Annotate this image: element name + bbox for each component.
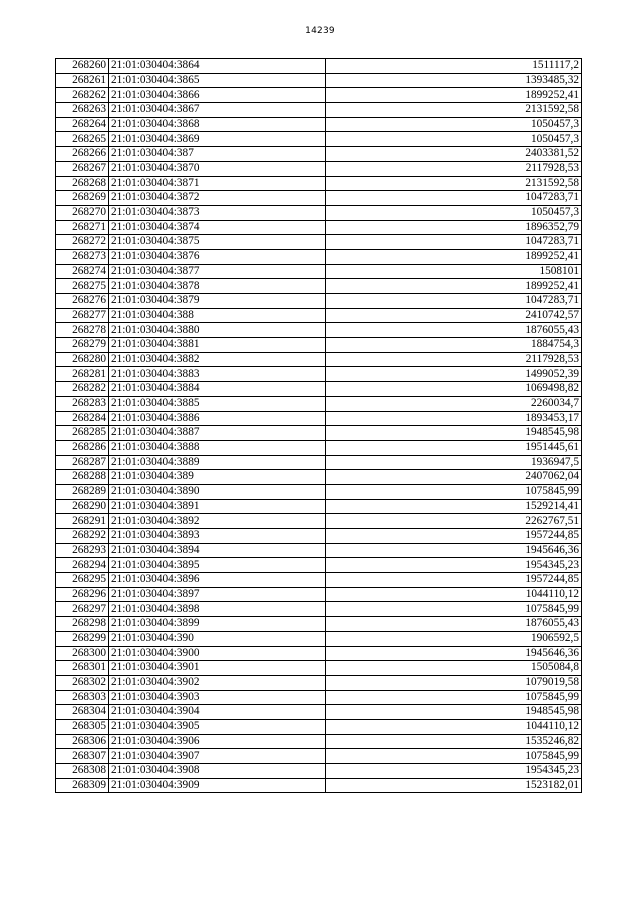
cadastral-number-cell: 21:01:030404:3903 xyxy=(109,690,326,705)
value-cell: 1948545,98 xyxy=(326,705,582,720)
cadastral-number-cell: 21:01:030404:3909 xyxy=(109,778,326,793)
table-row xyxy=(56,176,582,191)
value-cell: 1069498,82 xyxy=(326,382,582,397)
value-cell: 2262767,51 xyxy=(326,514,582,529)
table-row xyxy=(56,294,582,309)
table-row xyxy=(56,661,582,676)
table-row xyxy=(56,558,582,573)
table-row xyxy=(56,396,582,411)
cadastral-number-cell: 21:01:030404:3866 xyxy=(109,88,326,103)
table-row xyxy=(56,514,582,529)
row-number-cell: 268270 xyxy=(56,205,109,220)
cadastral-number-cell: 21:01:030404:3888 xyxy=(109,440,326,455)
value-cell: 1075845,99 xyxy=(326,602,582,617)
cadastral-number-cell: 21:01:030404:3877 xyxy=(109,264,326,279)
cadastral-number-cell: 21:01:030404:3896 xyxy=(109,573,326,588)
row-number-cell: 268308 xyxy=(56,764,109,779)
row-number-cell: 268289 xyxy=(56,484,109,499)
cadastral-number-cell: 21:01:030404:3865 xyxy=(109,73,326,88)
cadastral-number-cell: 21:01:030404:3889 xyxy=(109,455,326,470)
value-cell: 2117928,53 xyxy=(326,161,582,176)
row-number-cell: 268271 xyxy=(56,220,109,235)
row-number-cell: 268278 xyxy=(56,323,109,338)
row-number-cell: 268309 xyxy=(56,778,109,793)
row-number-cell: 268267 xyxy=(56,161,109,176)
table-row xyxy=(56,573,582,588)
row-number-cell: 268261 xyxy=(56,73,109,88)
table-row xyxy=(56,690,582,705)
table-row xyxy=(56,529,582,544)
table-row xyxy=(56,338,582,353)
table-row xyxy=(56,778,582,793)
table-row xyxy=(56,132,582,147)
table-row xyxy=(56,426,582,441)
table-row xyxy=(56,455,582,470)
cadastral-number-cell: 21:01:030404:3892 xyxy=(109,514,326,529)
table-row xyxy=(56,440,582,455)
row-number-cell: 268293 xyxy=(56,543,109,558)
table-row xyxy=(56,161,582,176)
cadastral-number-cell: 21:01:030404:3871 xyxy=(109,176,326,191)
row-number-cell: 268301 xyxy=(56,661,109,676)
value-cell: 1899252,41 xyxy=(326,249,582,264)
row-number-cell: 268281 xyxy=(56,367,109,382)
row-number-cell: 268296 xyxy=(56,587,109,602)
value-cell: 1945646,36 xyxy=(326,543,582,558)
cadastral-number-cell: 21:01:030404:3901 xyxy=(109,661,326,676)
value-cell: 1896352,79 xyxy=(326,220,582,235)
table-row xyxy=(56,147,582,162)
cadastral-number-cell: 21:01:030404:3879 xyxy=(109,294,326,309)
value-cell: 2117928,53 xyxy=(326,352,582,367)
cadastral-number-cell: 21:01:030404:3890 xyxy=(109,484,326,499)
table-row xyxy=(56,411,582,426)
cadastral-number-cell: 21:01:030404:3898 xyxy=(109,602,326,617)
row-number-cell: 268297 xyxy=(56,602,109,617)
cadastral-number-cell: 21:01:030404:3880 xyxy=(109,323,326,338)
row-number-cell: 268273 xyxy=(56,249,109,264)
cadastral-number-cell: 21:01:030404:3908 xyxy=(109,764,326,779)
value-cell: 2403381,52 xyxy=(326,147,582,162)
value-cell: 1505084,8 xyxy=(326,661,582,676)
table-row xyxy=(56,705,582,720)
row-number-cell: 268265 xyxy=(56,132,109,147)
row-number-cell: 268262 xyxy=(56,88,109,103)
value-cell: 1954345,23 xyxy=(326,764,582,779)
cadastral-number-cell: 21:01:030404:390 xyxy=(109,631,326,646)
value-cell: 1948545,98 xyxy=(326,426,582,441)
row-number-cell: 268294 xyxy=(56,558,109,573)
row-number-cell: 268299 xyxy=(56,631,109,646)
value-cell: 1075845,99 xyxy=(326,484,582,499)
table-row xyxy=(56,264,582,279)
cadastral-number-cell: 21:01:030404:3876 xyxy=(109,249,326,264)
row-number-cell: 268274 xyxy=(56,264,109,279)
table-row xyxy=(56,543,582,558)
value-cell: 1529214,41 xyxy=(326,499,582,514)
table-row xyxy=(56,764,582,779)
value-cell: 2410742,57 xyxy=(326,308,582,323)
cadastral-number-cell: 21:01:030404:3872 xyxy=(109,191,326,206)
table-body xyxy=(56,59,582,793)
cadastral-number-cell: 21:01:030404:3885 xyxy=(109,396,326,411)
row-number-cell: 268276 xyxy=(56,294,109,309)
cadastral-number-cell: 21:01:030404:3904 xyxy=(109,705,326,720)
value-cell: 1523182,01 xyxy=(326,778,582,793)
cadastral-number-cell: 21:01:030404:3882 xyxy=(109,352,326,367)
cadastral-number-cell: 21:01:030404:3881 xyxy=(109,338,326,353)
value-cell: 1957244,85 xyxy=(326,573,582,588)
cadastral-number-cell: 21:01:030404:3894 xyxy=(109,543,326,558)
value-cell: 1954345,23 xyxy=(326,558,582,573)
cadastral-number-cell: 21:01:030404:3893 xyxy=(109,529,326,544)
row-number-cell: 268280 xyxy=(56,352,109,367)
value-cell: 1079019,58 xyxy=(326,675,582,690)
row-number-cell: 268304 xyxy=(56,705,109,720)
cadastral-number-cell: 21:01:030404:3873 xyxy=(109,205,326,220)
cadastral-number-cell: 21:01:030404:3864 xyxy=(109,59,326,74)
table-row xyxy=(56,220,582,235)
cadastral-number-cell: 21:01:030404:3887 xyxy=(109,426,326,441)
cadastral-number-cell: 21:01:030404:387 xyxy=(109,147,326,162)
cadastral-number-cell: 21:01:030404:3875 xyxy=(109,235,326,250)
row-number-cell: 268287 xyxy=(56,455,109,470)
row-number-cell: 268305 xyxy=(56,719,109,734)
row-number-cell: 268303 xyxy=(56,690,109,705)
value-cell: 1876055,43 xyxy=(326,323,582,338)
cadastral-number-cell: 21:01:030404:3878 xyxy=(109,279,326,294)
row-number-cell: 268306 xyxy=(56,734,109,749)
value-cell: 1075845,99 xyxy=(326,690,582,705)
cadastral-number-cell: 21:01:030404:3868 xyxy=(109,117,326,132)
cadastral-number-cell: 21:01:030404:3900 xyxy=(109,646,326,661)
table-row xyxy=(56,191,582,206)
table-row xyxy=(56,73,582,88)
table-row xyxy=(56,470,582,485)
table-row xyxy=(56,587,582,602)
cadastral-value-table xyxy=(55,58,582,793)
table-row xyxy=(56,602,582,617)
table-row xyxy=(56,323,582,338)
value-cell: 1050457,3 xyxy=(326,132,582,147)
table-row xyxy=(56,59,582,74)
table-row xyxy=(56,484,582,499)
cadastral-number-cell: 21:01:030404:3886 xyxy=(109,411,326,426)
row-number-cell: 268291 xyxy=(56,514,109,529)
row-number-cell: 268285 xyxy=(56,426,109,441)
table-row xyxy=(56,499,582,514)
table-row xyxy=(56,646,582,661)
cadastral-number-cell: 21:01:030404:3867 xyxy=(109,103,326,118)
value-cell: 1047283,71 xyxy=(326,294,582,309)
value-cell: 1050457,3 xyxy=(326,117,582,132)
value-cell: 1508101 xyxy=(326,264,582,279)
row-number-cell: 268272 xyxy=(56,235,109,250)
row-number-cell: 268268 xyxy=(56,176,109,191)
value-cell: 2131592,58 xyxy=(326,176,582,191)
table-row xyxy=(56,675,582,690)
cadastral-number-cell: 21:01:030404:3869 xyxy=(109,132,326,147)
table-row xyxy=(56,617,582,632)
cadastral-number-cell: 21:01:030404:3874 xyxy=(109,220,326,235)
value-cell: 1047283,71 xyxy=(326,235,582,250)
value-cell: 2131592,58 xyxy=(326,103,582,118)
cadastral-number-cell: 21:01:030404:3907 xyxy=(109,749,326,764)
value-cell: 1884754,3 xyxy=(326,338,582,353)
row-number-cell: 268302 xyxy=(56,675,109,690)
cadastral-number-cell: 21:01:030404:3895 xyxy=(109,558,326,573)
row-number-cell: 268300 xyxy=(56,646,109,661)
row-number-cell: 268282 xyxy=(56,382,109,397)
row-number-cell: 268275 xyxy=(56,279,109,294)
row-number-cell: 268295 xyxy=(56,573,109,588)
cadastral-number-cell: 21:01:030404:3905 xyxy=(109,719,326,734)
table-row xyxy=(56,117,582,132)
page-number: 14239 xyxy=(305,26,335,36)
table-row xyxy=(56,88,582,103)
row-number-cell: 268260 xyxy=(56,59,109,74)
table-row xyxy=(56,719,582,734)
value-cell: 1511117,2 xyxy=(326,59,582,74)
value-cell: 1876055,43 xyxy=(326,617,582,632)
table-row xyxy=(56,734,582,749)
table-row xyxy=(56,249,582,264)
table-row xyxy=(56,631,582,646)
cadastral-number-cell: 21:01:030404:389 xyxy=(109,470,326,485)
cadastral-number-cell: 21:01:030404:3870 xyxy=(109,161,326,176)
row-number-cell: 268307 xyxy=(56,749,109,764)
value-cell: 1047283,71 xyxy=(326,191,582,206)
cadastral-number-cell: 21:01:030404:388 xyxy=(109,308,326,323)
value-cell: 1499052,39 xyxy=(326,367,582,382)
value-cell: 1535246,82 xyxy=(326,734,582,749)
value-cell: 1899252,41 xyxy=(326,279,582,294)
cadastral-number-cell: 21:01:030404:3899 xyxy=(109,617,326,632)
value-cell: 1893453,17 xyxy=(326,411,582,426)
value-cell: 1945646,36 xyxy=(326,646,582,661)
table-row xyxy=(56,235,582,250)
row-number-cell: 268269 xyxy=(56,191,109,206)
value-cell: 1951445,61 xyxy=(326,440,582,455)
row-number-cell: 268284 xyxy=(56,411,109,426)
row-number-cell: 268286 xyxy=(56,440,109,455)
table-row xyxy=(56,749,582,764)
row-number-cell: 268290 xyxy=(56,499,109,514)
row-number-cell: 268277 xyxy=(56,308,109,323)
row-number-cell: 268292 xyxy=(56,529,109,544)
table-row xyxy=(56,308,582,323)
value-cell: 1957244,85 xyxy=(326,529,582,544)
value-cell: 1044110,12 xyxy=(326,719,582,734)
cadastral-number-cell: 21:01:030404:3883 xyxy=(109,367,326,382)
table-row xyxy=(56,382,582,397)
value-cell: 1936947,5 xyxy=(326,455,582,470)
value-cell: 2407062,04 xyxy=(326,470,582,485)
row-number-cell: 268279 xyxy=(56,338,109,353)
cadastral-number-cell: 21:01:030404:3884 xyxy=(109,382,326,397)
row-number-cell: 268263 xyxy=(56,103,109,118)
value-cell: 2260034,7 xyxy=(326,396,582,411)
value-cell: 1050457,3 xyxy=(326,205,582,220)
value-cell: 1075845,99 xyxy=(326,749,582,764)
value-cell: 1044110,12 xyxy=(326,587,582,602)
row-number-cell: 268298 xyxy=(56,617,109,632)
row-number-cell: 268264 xyxy=(56,117,109,132)
row-number-cell: 268288 xyxy=(56,470,109,485)
row-number-cell: 268283 xyxy=(56,396,109,411)
cadastral-number-cell: 21:01:030404:3897 xyxy=(109,587,326,602)
value-cell: 1393485,32 xyxy=(326,73,582,88)
value-cell: 1899252,41 xyxy=(326,88,582,103)
cadastral-number-cell: 21:01:030404:3902 xyxy=(109,675,326,690)
table-row xyxy=(56,367,582,382)
table-row xyxy=(56,352,582,367)
table-row xyxy=(56,205,582,220)
row-number-cell: 268266 xyxy=(56,147,109,162)
table-row xyxy=(56,279,582,294)
cadastral-number-cell: 21:01:030404:3891 xyxy=(109,499,326,514)
table-row xyxy=(56,103,582,118)
cadastral-number-cell: 21:01:030404:3906 xyxy=(109,734,326,749)
value-cell: 1906592,5 xyxy=(326,631,582,646)
